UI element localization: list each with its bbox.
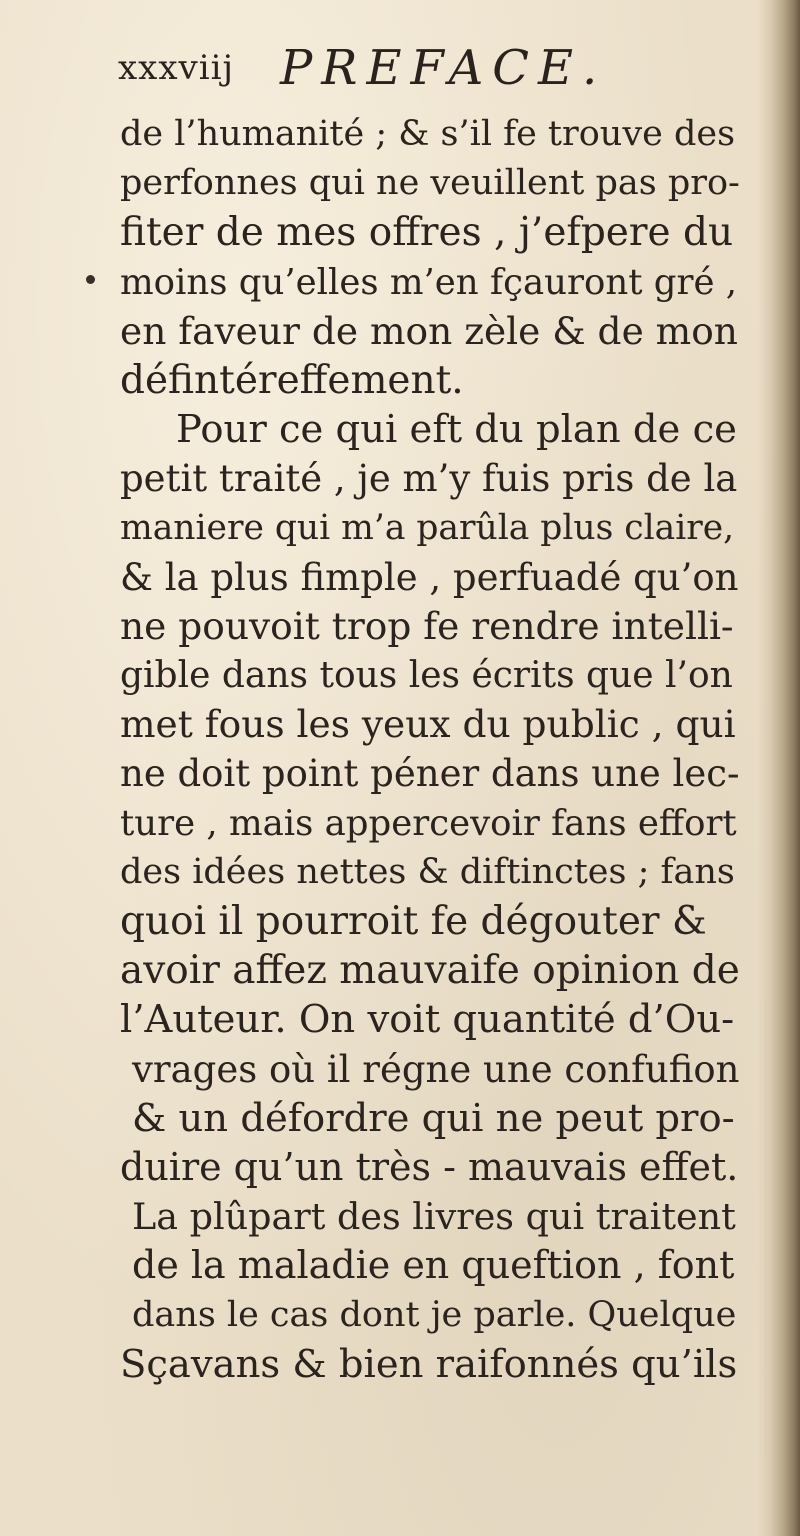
text-line: Sçavans & bien raifonnés qu’ils <box>120 1341 738 1387</box>
text-line: gible dans tous les écrits que l’on <box>120 655 733 697</box>
text-line: dans le cas dont je parle. Quelque <box>132 1294 737 1335</box>
text-line: ne pouvoit trop fe rendre intelli- <box>120 603 734 648</box>
text-line: perfonnes qui ne veuillent pas pro- <box>120 163 740 204</box>
text-line: quoi il pourroit fe dégouter & <box>120 899 707 944</box>
text-line: moins qu’elles m’en fçauront gré , <box>120 261 738 303</box>
body-text <box>120 110 740 1389</box>
text-line: ne doit point péner dans une lec- <box>120 752 740 796</box>
running-title: PREFACE. <box>280 40 607 96</box>
text-line: vrages où il régne une confufion <box>132 1047 740 1091</box>
margin-mark <box>86 275 95 284</box>
paragraph-first-line: Pour ce qui eft du plan de ce <box>176 407 737 453</box>
text-line: La plûpart des livres qui traitent <box>132 1195 736 1239</box>
page-number: xxxviij <box>118 48 235 88</box>
text-line: & un défordre qui ne peut pro- <box>132 1095 735 1141</box>
text-line: maniere qui m’a parûla plus claire, <box>120 507 735 548</box>
running-head <box>118 40 678 104</box>
text-line: l’Auteur. On voit quantité d’Ou- <box>120 997 735 1043</box>
text-line: ture , mais appercevoir fans effort <box>120 802 737 844</box>
text-line: des idées nettes & diftinctes ; fans <box>120 851 735 892</box>
text-line: duire qu’un très - mauvais effet. <box>120 1144 739 1189</box>
text-line: défintéreffement. <box>120 357 464 403</box>
text-line: avoir affez mauvaife opinion de <box>120 948 740 994</box>
text-line: en faveur de mon zèle & de mon <box>120 308 738 353</box>
text-line: petit traité , je m’y fuis pris de la <box>120 457 738 501</box>
text-line: & la plus fimple , perfuadé qu’on <box>120 555 739 599</box>
text-line: de la maladie en queftion , font <box>132 1243 735 1288</box>
text-line: met fous les yeux du public , qui <box>120 702 736 747</box>
text-line: de l’humanité ; & s’il fe trouve des <box>120 114 736 154</box>
text-line: fiter de mes offres , j’efpere du <box>120 210 734 256</box>
page-edge-shadow <box>758 0 800 1536</box>
